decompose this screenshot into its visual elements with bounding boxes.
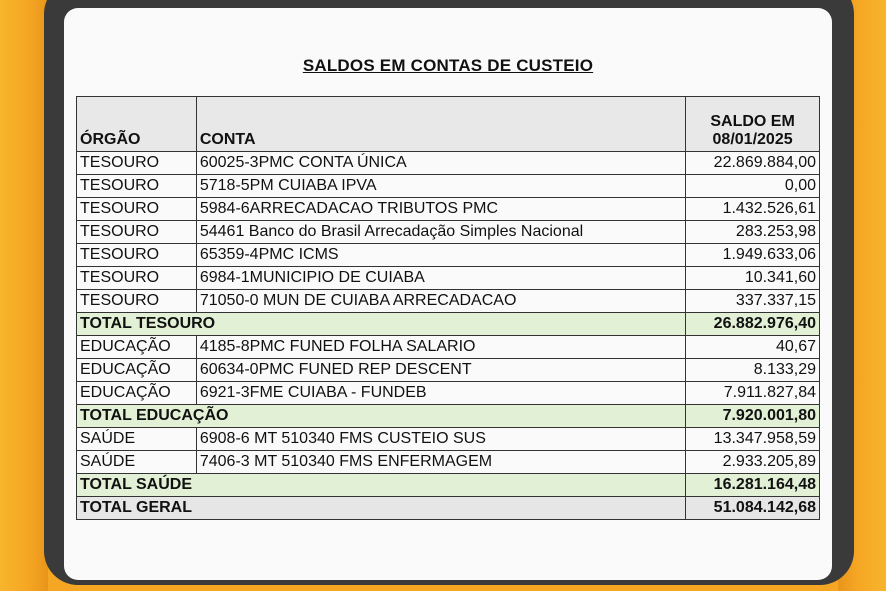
subtotal-row — [77, 313, 820, 336]
table-row — [77, 428, 820, 451]
document-title: SALDOS EM CONTAS DE CUSTEIO — [302, 56, 594, 75]
table-row — [77, 175, 820, 198]
table-row — [77, 244, 820, 267]
cell-conta: 6984-1MUNICIPIO DE CUIABA — [196, 267, 685, 290]
cell-orgao: TESOURO — [77, 290, 197, 313]
cell-saldo: 1.432.526,61 — [686, 198, 820, 221]
cell-conta: 7406-3 MT 510340 FMS ENFERMAGEM — [196, 451, 685, 474]
document-sheet — [64, 8, 832, 580]
cell-conta: 65359-4PMC ICMS — [196, 244, 685, 267]
cell-orgao: EDUCAÇÃO — [77, 336, 197, 359]
total-value: 7.920.001,80 — [686, 405, 820, 428]
subtotal-row — [77, 405, 820, 428]
cell-orgao: TESOURO — [77, 267, 197, 290]
cell-orgao: TESOURO — [77, 198, 197, 221]
table-row — [77, 221, 820, 244]
cell-orgao: EDUCAÇÃO — [77, 382, 197, 405]
table-row — [77, 290, 820, 313]
cell-orgao: SAÚDE — [77, 451, 197, 474]
balances-table — [76, 96, 820, 520]
left-orange-frame — [0, 0, 48, 591]
table-row — [77, 198, 820, 221]
header-orgao: ÓRGÃO — [77, 97, 197, 152]
total-label: TOTAL SAÚDE — [77, 474, 686, 497]
total-label: TOTAL TESOURO — [77, 313, 686, 336]
cell-saldo: 283.253,98 — [686, 221, 820, 244]
header-conta: CONTA — [196, 97, 685, 152]
cell-conta: 6921-3FME CUIABA - FUNDEB — [196, 382, 685, 405]
table-row — [77, 451, 820, 474]
cell-conta: 54461 Banco do Brasil Arrecadação Simples Nacional — [196, 221, 685, 244]
cell-saldo: 0,00 — [686, 175, 820, 198]
grand-total-row — [77, 497, 820, 520]
header-saldo-line1: SALDO EM — [710, 113, 795, 130]
cell-saldo: 7.911.827,84 — [686, 382, 820, 405]
header-saldo-date: 08/01/2025 — [712, 131, 793, 148]
total-label: TOTAL EDUCAÇÃO — [77, 405, 686, 428]
cell-saldo: 337.337,15 — [686, 290, 820, 313]
cell-saldo: 22.869.884,00 — [686, 152, 820, 175]
cell-saldo: 10.341,60 — [686, 267, 820, 290]
cell-conta: 4185-8PMC FUNED FOLHA SALARIO — [196, 336, 685, 359]
table-row — [77, 336, 820, 359]
cell-conta: 60025-3PMC CONTA ÚNICA — [196, 152, 685, 175]
table-header-row — [77, 97, 820, 152]
cell-saldo: 1.949.633,06 — [686, 244, 820, 267]
total-label: TOTAL GERAL — [77, 497, 686, 520]
cell-conta: 5984-6ARRECADACAO TRIBUTOS PMC — [196, 198, 685, 221]
cell-conta: 6908-6 MT 510340 FMS CUSTEIO SUS — [196, 428, 685, 451]
header-saldo — [686, 97, 820, 152]
table-body — [77, 152, 820, 520]
total-value: 26.882.976,40 — [686, 313, 820, 336]
table-row — [77, 267, 820, 290]
table-row — [77, 359, 820, 382]
total-value: 51.084.142,68 — [686, 497, 820, 520]
cell-saldo: 8.133,29 — [686, 359, 820, 382]
cell-orgao: EDUCAÇÃO — [77, 359, 197, 382]
cell-saldo: 13.347.958,59 — [686, 428, 820, 451]
cell-orgao: TESOURO — [77, 221, 197, 244]
table-row — [77, 382, 820, 405]
cell-saldo: 40,67 — [686, 336, 820, 359]
cell-conta: 60634-0PMC FUNED REP DESCENT — [196, 359, 685, 382]
cell-conta: 5718-5PM CUIABA IPVA — [196, 175, 685, 198]
cell-orgao: TESOURO — [77, 244, 197, 267]
cell-conta: 71050-0 MUN DE CUIABA ARRECADACAO — [196, 290, 685, 313]
cell-orgao: SAÚDE — [77, 428, 197, 451]
subtotal-row — [77, 474, 820, 497]
cell-saldo: 2.933.205,89 — [686, 451, 820, 474]
cell-orgao: TESOURO — [77, 175, 197, 198]
total-value: 16.281.164,48 — [686, 474, 820, 497]
table-row — [77, 152, 820, 175]
cell-orgao: TESOURO — [77, 152, 197, 175]
